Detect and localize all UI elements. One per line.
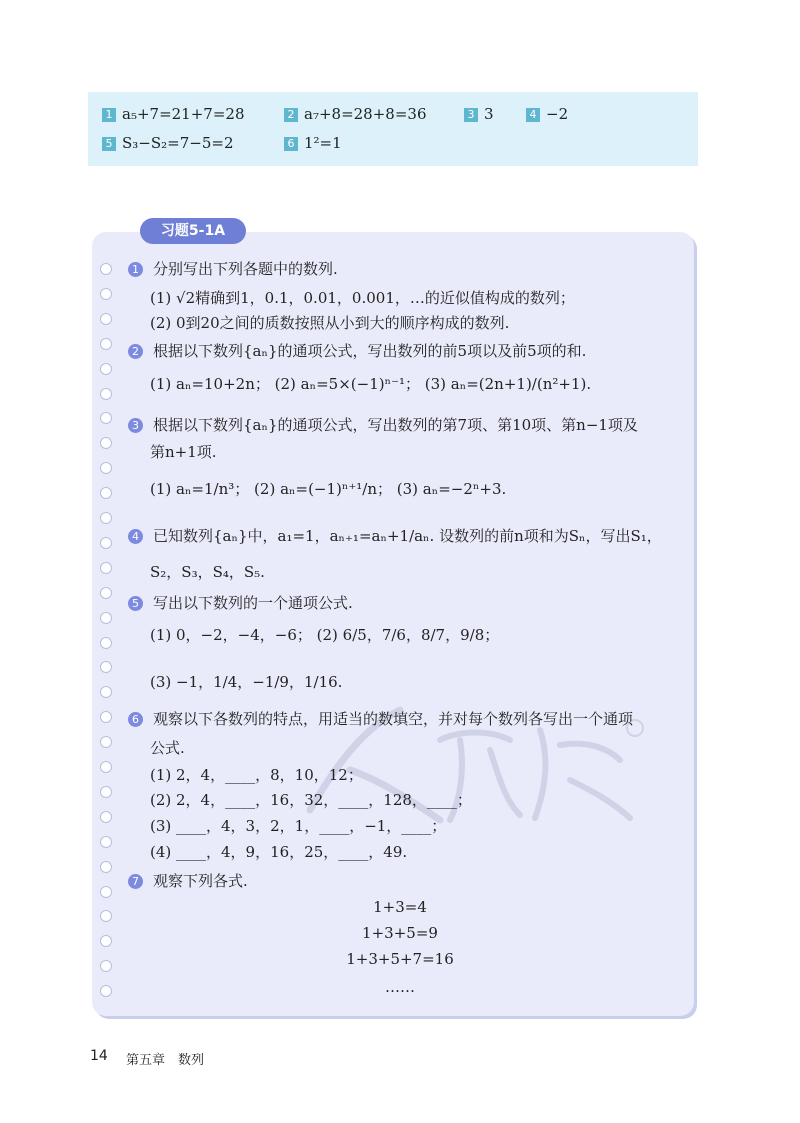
exercise-text: (1) 2，4，____，8，10，12； — [150, 766, 363, 784]
binder-ring — [100, 612, 112, 624]
binder-ring — [100, 288, 112, 300]
answer-number-badge: 2 — [284, 108, 298, 122]
exercise-question — [128, 258, 338, 280]
exercise-question — [128, 870, 248, 892]
exercise-question — [128, 340, 586, 362]
answer-item — [464, 103, 494, 125]
answer-item — [102, 132, 233, 154]
exercise-text: 第n+1项. — [150, 443, 217, 461]
exercise-text: (4) ____，4，9，16，25，____，49. — [150, 843, 408, 861]
question-number-badge: 3 — [128, 418, 143, 433]
exercise-line — [150, 287, 575, 309]
question-number-badge: 1 — [128, 262, 143, 277]
answer-row-1 — [102, 103, 692, 125]
binder-ring — [100, 388, 112, 400]
binder-ring — [100, 363, 112, 375]
exercise-text: (1) √2精确到1，0.1，0.01，0.001，…的近似值构成的数列； — [150, 289, 575, 307]
exercise-text: (1) aₙ=10+2n； (2) aₙ=5×(−1)ⁿ⁻¹； (3) aₙ=(2n+1)/(n²+1). — [150, 375, 592, 393]
chapter-title: 第五章 数列 — [126, 1053, 205, 1068]
binder-ring — [100, 412, 112, 424]
exercise-text: 公式. — [150, 739, 185, 757]
answer-text: 3 — [484, 105, 494, 123]
binder-ring — [100, 686, 112, 698]
exercise-text: 已知数列{aₙ}中，a₁=1，aₙ₊₁=aₙ+1/aₙ. 设数列的前n项和为Sₙ，写出S₁， — [153, 527, 662, 545]
exercise-text: 观察以下各数列的特点，用适当的数填空，并对每个数列各写出一个通项 — [153, 710, 634, 728]
answer-row-2 — [102, 132, 692, 154]
binder-ring — [100, 786, 112, 798]
exercise-line — [150, 737, 185, 759]
binder-ring — [100, 836, 112, 848]
binder-ring — [100, 960, 112, 972]
answer-number-badge: 4 — [526, 108, 540, 122]
equation-line: 1+3+5=9 — [362, 924, 438, 942]
equation-line: 1+3=4 — [373, 898, 427, 916]
exercise-question — [128, 525, 662, 547]
answer-text: S₃−S₂=7−5=2 — [122, 134, 234, 152]
equation-line: 1+3+5+7=16 — [346, 950, 454, 968]
binder-ring — [100, 861, 112, 873]
exercise-line — [150, 478, 506, 500]
binder-ring — [100, 661, 112, 673]
binder-ring — [100, 811, 112, 823]
exercise-line — [150, 789, 472, 811]
answer-item — [284, 103, 427, 125]
section-title: 习题5-1A — [140, 218, 246, 244]
answer-text: −2 — [546, 105, 569, 123]
exercise-line — [150, 671, 342, 693]
answer-item — [284, 132, 342, 154]
binder-ring — [100, 985, 112, 997]
binder-ring — [100, 437, 112, 449]
answer-text: a₅+7=21+7=28 — [122, 105, 245, 123]
exercise-line — [150, 815, 446, 837]
exercise-text: 分别写出下列各题中的数列. — [153, 260, 338, 278]
binder-ring — [100, 910, 112, 922]
answer-box — [88, 92, 698, 166]
exercise-question — [128, 708, 633, 730]
question-number-badge: 4 — [128, 529, 143, 544]
answer-number-badge: 1 — [102, 108, 116, 122]
question-number-badge: 5 — [128, 596, 143, 611]
binder-ring — [100, 935, 112, 947]
exercise-line — [150, 841, 407, 863]
answer-text: 1²=1 — [304, 134, 342, 152]
answer-number-badge: 6 — [284, 137, 298, 151]
binder-ring — [100, 537, 112, 549]
binder-ring — [100, 637, 112, 649]
exercise-text: 根据以下数列{aₙ}的通项公式，写出数列的第7项、第10项、第n−1项及 — [153, 416, 638, 434]
exercise-text: (1) aₙ=1/n³； (2) aₙ=(−1)ⁿ⁺¹/n； (3) aₙ=−2ⁿ+3. — [150, 480, 507, 498]
answer-number-badge: 5 — [102, 137, 116, 151]
exercise-question — [128, 592, 353, 614]
binder-ring — [100, 761, 112, 773]
exercise-text: (1) 0，−2，−4，−6； (2) 6/5，7/6，8/7，9/8； — [150, 626, 500, 644]
exercise-line — [150, 441, 217, 463]
binder-ring — [100, 587, 112, 599]
exercise-text: 观察下列各式. — [153, 872, 248, 890]
exercise-text: (3) ____，4，3，2，1，____，−1，____； — [150, 817, 447, 835]
binder-ring — [100, 263, 112, 275]
binder-ring — [100, 313, 112, 325]
exercise-text: (3) −1，1/4，−1/9，1/16. — [150, 673, 343, 691]
exercise-text: 根据以下数列{aₙ}的通项公式，写出数列的前5项以及前5项的和. — [153, 342, 587, 360]
question-number-badge: 2 — [128, 344, 143, 359]
answer-text: a₇+8=28+8=36 — [304, 105, 427, 123]
binder-ring — [100, 338, 112, 350]
exercise-line — [150, 561, 265, 583]
question-number-badge: 7 — [128, 874, 143, 889]
binder-ring — [100, 886, 112, 898]
binder-ring — [100, 462, 112, 474]
binder-ring — [100, 512, 112, 524]
answer-item — [102, 103, 245, 125]
exercise-line — [150, 312, 509, 334]
exercise-text: 写出以下数列的一个通项公式. — [153, 594, 353, 612]
exercise-text: (2) 0到20之间的质数按照从小到大的顺序构成的数列. — [150, 314, 510, 332]
exercise-line — [150, 373, 591, 395]
answer-number-badge: 3 — [464, 108, 478, 122]
page-number: 14 — [90, 1048, 108, 1064]
equation-line: …… — [385, 978, 415, 996]
answer-item — [526, 103, 568, 125]
question-number-badge: 6 — [128, 712, 143, 727]
binder-ring — [100, 711, 112, 723]
exercise-line — [150, 764, 363, 786]
exercise-line — [150, 624, 499, 646]
exercise-question — [128, 414, 638, 436]
binder-ring — [100, 487, 112, 499]
exercise-text: (2) 2，4，____，16，32，____，128，____； — [150, 791, 472, 809]
exercise-text: S₂，S₃，S₄，S₅. — [150, 563, 265, 581]
binder-ring — [100, 736, 112, 748]
binder-ring — [100, 562, 112, 574]
